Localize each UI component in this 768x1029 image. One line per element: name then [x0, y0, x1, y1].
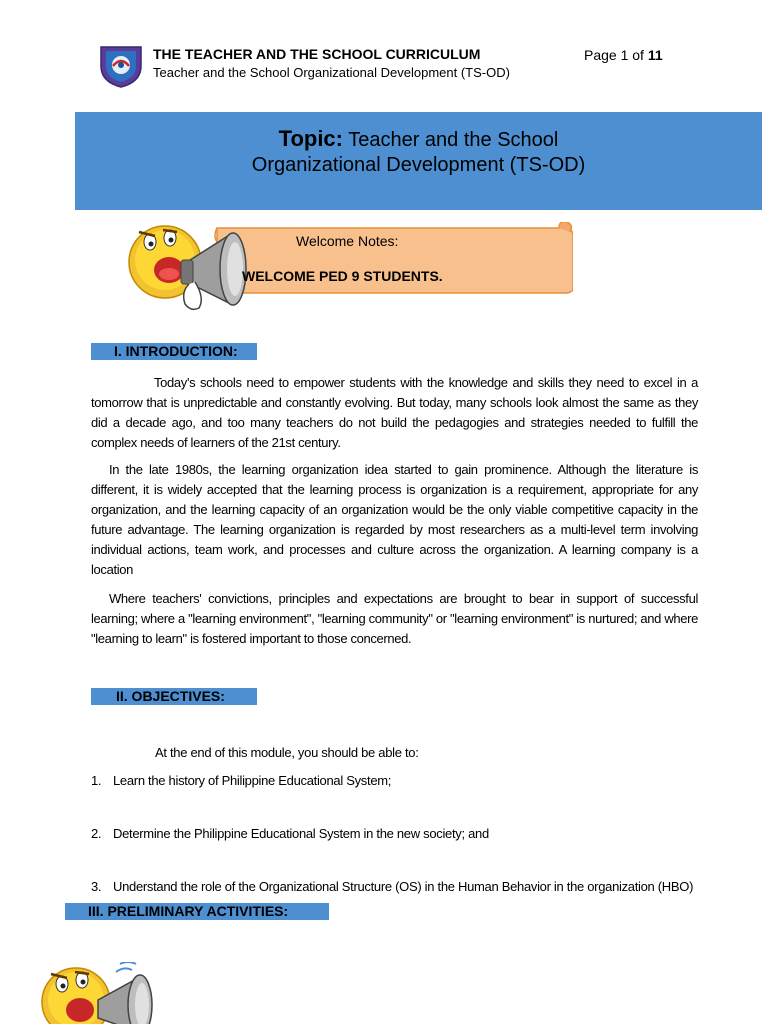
intro-paragraph-3: Where teachers' convictions, principles and expectations are brought to bear in support of successful learning; where a "learning environment", "learning community" or "learning environment" is nurtured; and where "learning to learn" is fostered important to those concerned.	[91, 591, 698, 646]
section-preliminary-label: III. PRELIMINARY ACTIVITIES:	[88, 903, 289, 919]
objective-number: 2.	[91, 826, 102, 841]
header-subtitle: Teacher and the School Organizational Development (TS-OD)	[153, 65, 510, 80]
objective-text: Learn the history of Philippine Educational System;	[113, 773, 392, 788]
megaphone-emoji-icon	[38, 962, 163, 1024]
section-introduction-label: I. INTRODUCTION:	[114, 343, 238, 359]
section-preliminary-heading	[65, 903, 329, 920]
topic-title-line2: Organizational Development (TS-OD)	[251, 154, 586, 176]
intro-paragraph-1: Today's schools need to empower students with the knowledge and skills they need to excel in a tomorrow that is unpredictable and constantly evolving. But today, many schools look almost the same as they did a decade ago, and too many teachers do not build the pedagogies and strategies needed to fulfill the complex needs of learners of the 21st century.	[91, 375, 698, 450]
school-logo-icon	[98, 44, 144, 88]
objective-number: 1.	[91, 773, 102, 788]
section-introduction-heading	[91, 343, 257, 360]
topic-text-line1: Teacher and the School	[348, 129, 559, 151]
page-indicator	[584, 47, 663, 63]
welcome-notes-label: Welcome Notes:	[296, 233, 399, 249]
objective-number: 3.	[91, 879, 102, 894]
topic-label: Topic:	[278, 126, 343, 151]
objective-text: Understand the role of the Organizational Structure (OS) in the Human Behavior in the organization (HBO)	[113, 879, 694, 894]
topic-title-line1	[75, 126, 762, 152]
page-prefix: Page 1 of	[584, 47, 644, 63]
objective-item	[91, 826, 489, 841]
welcome-message: WELCOME PED 9 STUDENTS.	[242, 268, 443, 284]
intro-paragraph-2: In the late 1980s, the learning organization idea started to gain prominence. Although the literature is different, it is widely accepted that the learning process is organization is a requirement, appropriate for any organization, and the learning capacity of an organization would be the only viable competitive capacity in the future advantage. The learning organization is regarded by most researchers as a multi-level term involving individual actions, team work, and processes and culture across the organization. A learning company is a location	[91, 462, 698, 577]
topic-banner	[75, 112, 762, 210]
objective-item	[91, 773, 391, 788]
page-total: 11	[647, 47, 663, 63]
section-objectives-label: II. OBJECTIVES:	[116, 688, 225, 704]
section-objectives-heading	[91, 688, 257, 705]
objectives-intro: At the end of this module, you should be able to:	[155, 745, 419, 760]
header-title: THE TEACHER AND THE SCHOOL CURRICULUM	[153, 46, 481, 62]
objective-text: Determine the Philippine Educational System in the new society; and	[113, 826, 489, 841]
objective-item	[91, 879, 693, 894]
